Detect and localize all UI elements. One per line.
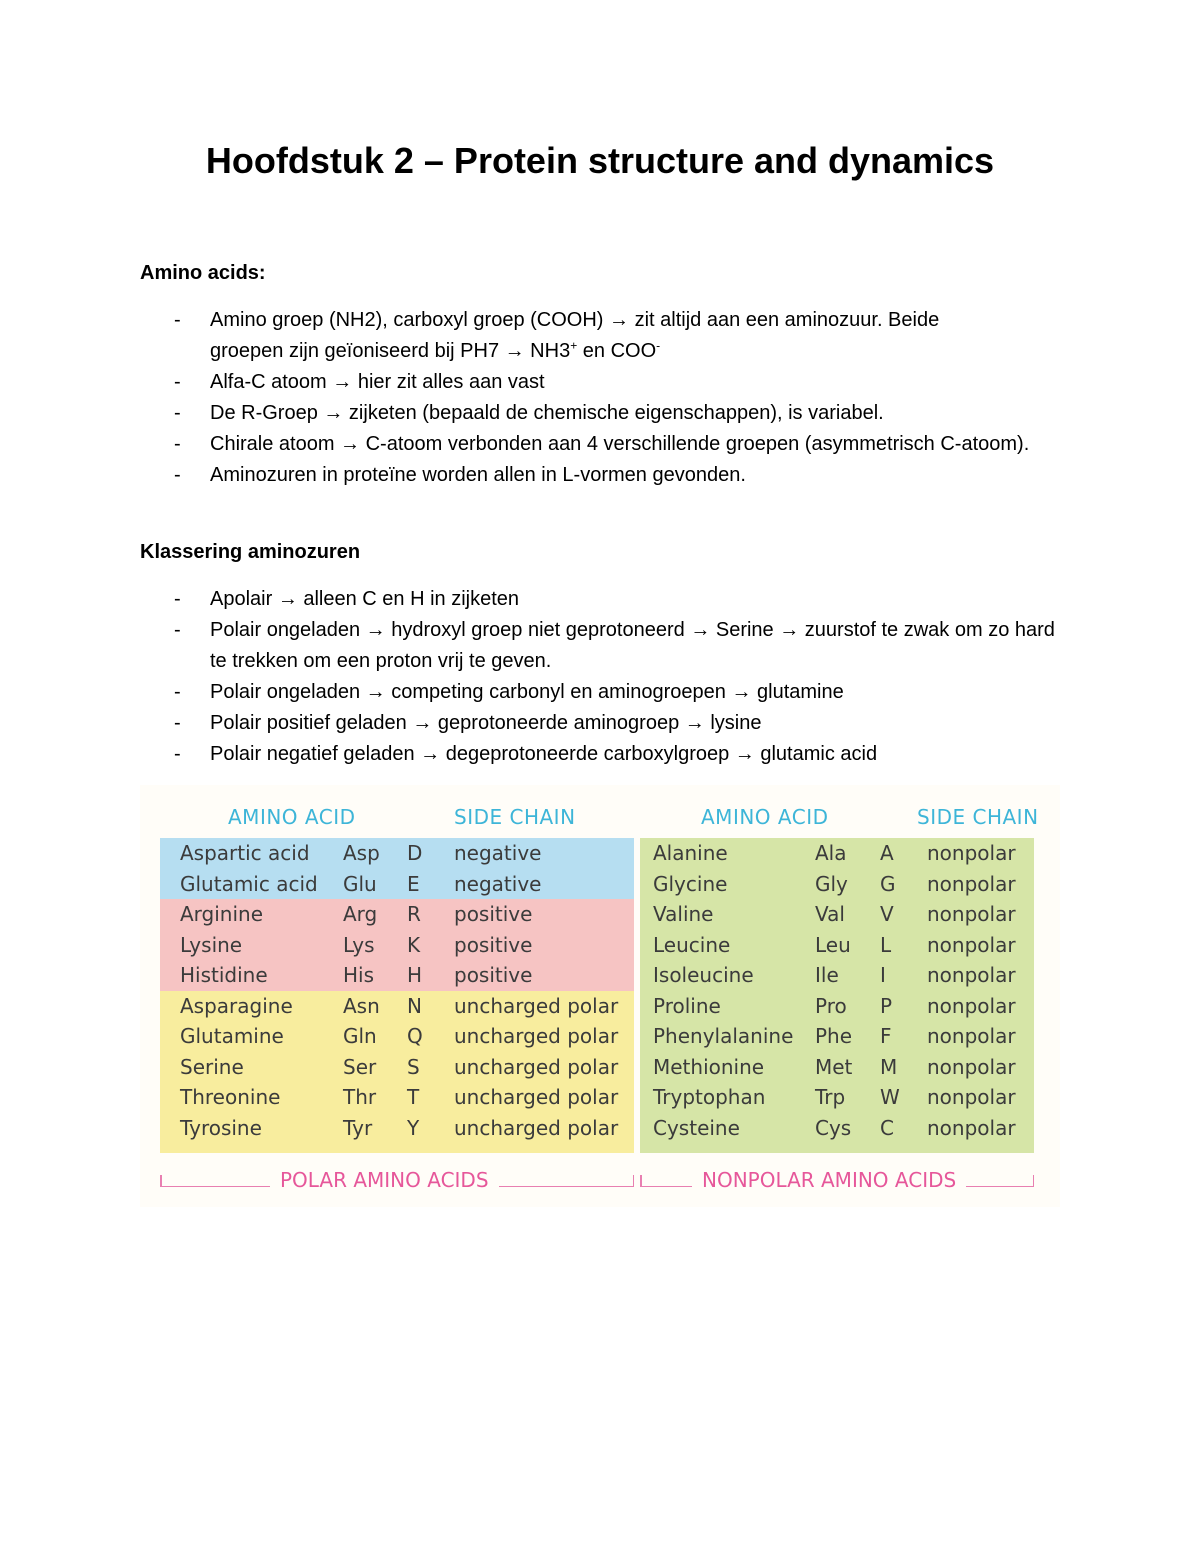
cell-abbr: Phe [815, 1024, 853, 1048]
table-row [160, 960, 634, 991]
amino-acid-table-figure [140, 785, 1060, 1207]
list-item: groepen zijn geïoniseerd bij PH7 → NH3+ en COO- [210, 338, 661, 362]
cell-chain: positive [454, 902, 533, 926]
table-row [640, 899, 1034, 930]
cell-abbr: Asn [343, 993, 380, 1018]
polar-amino-acids-label: POLAR AMINO ACIDS [270, 1168, 499, 1192]
table-row [640, 869, 1034, 900]
cell-chain: nonpolar [927, 1054, 1016, 1079]
section-heading-klassering: Klassering aminozuren [140, 541, 361, 563]
cell-chain: nonpolar [927, 932, 1016, 957]
polar-panel [160, 838, 634, 1153]
cell-letter: E [407, 871, 420, 896]
nonpolar-side-chain-header: SIDE CHAIN [917, 805, 1039, 829]
cell-letter: Y [407, 1115, 420, 1140]
cell-name: Phenylalanine [653, 1024, 794, 1048]
table-row [640, 1021, 1034, 1052]
cell-abbr: Cys [815, 1115, 852, 1140]
cell-name: Alanine [653, 841, 728, 865]
cell-name: Serine [180, 1054, 244, 1079]
cell-abbr: Met [815, 1054, 853, 1079]
table-row [160, 869, 634, 900]
nonpolar-amino-acid-header: AMINO ACID [701, 805, 829, 829]
table-row [160, 899, 634, 930]
list-item: - Apolair → alleen C en H in zijketen [174, 588, 520, 610]
cell-name: Aspartic acid [180, 841, 310, 865]
cell-chain: nonpolar [927, 841, 1016, 865]
cell-letter: I [880, 963, 886, 987]
list-item: - Alfa-C atoom → hier zit alles aan vast [174, 371, 545, 393]
cell-abbr: Gln [343, 1024, 377, 1048]
cell-letter: T [407, 1085, 420, 1109]
cell-chain: uncharged polar [454, 1115, 619, 1140]
polar-side-chain-header: SIDE CHAIN [454, 805, 576, 829]
cell-chain: nonpolar [927, 1024, 1016, 1048]
cell-letter: V [880, 902, 894, 926]
table-row [160, 1052, 634, 1083]
cell-chain: nonpolar [927, 1115, 1016, 1140]
table-row [640, 991, 1034, 1022]
cell-name: Glycine [653, 871, 728, 896]
list-item: - Amino groep (NH2), carboxyl groep (COOH) → zit altijd aan een aminozuur. Beide [140, 305, 1060, 336]
polar-amino-acid-header: AMINO ACID [228, 805, 356, 829]
cell-abbr: Gly [815, 871, 848, 896]
cell-chain: positive [454, 963, 533, 987]
cell-abbr: Pro [815, 993, 847, 1018]
table-row [640, 1052, 1034, 1083]
list-item: - Chirale atoom → C-atoom verbonden aan 4 verschillende groepen (asymmetrisch C-atoom). [174, 433, 1030, 455]
page-title: Hoofdstuk 2 – Protein structure and dynamics [205, 140, 995, 181]
cell-name: Threonine [180, 1085, 281, 1109]
cell-name: Arginine [180, 902, 264, 926]
cell-chain: nonpolar [927, 1085, 1016, 1109]
cell-chain: nonpolar [927, 963, 1016, 987]
cell-abbr: Arg [343, 902, 378, 926]
cell-letter: L [880, 932, 892, 957]
cell-letter: G [880, 871, 896, 896]
cell-chain: uncharged polar [454, 1024, 619, 1048]
cell-abbr: Ser [343, 1054, 377, 1079]
list-item: - Polair ongeladen → competing carbonyl en aminogroepen → glutamine [174, 681, 844, 703]
cell-name: Glutamine [180, 1024, 284, 1048]
cell-letter: P [880, 993, 893, 1018]
cell-letter: S [407, 1054, 420, 1079]
cell-name: Isoleucine [653, 963, 754, 987]
cell-abbr: Thr [343, 1085, 377, 1109]
cell-letter: D [407, 841, 423, 865]
nonpolar-bracket [640, 1168, 1034, 1192]
table-row [640, 960, 1034, 991]
cell-name: Histidine [180, 963, 268, 987]
bullet-marker: - [174, 309, 181, 331]
cell-name: Cysteine [653, 1115, 740, 1140]
table-row [160, 838, 634, 869]
section-heading-amino-acids: Amino acids: [140, 262, 266, 284]
cell-chain: uncharged polar [454, 1085, 619, 1109]
cell-chain: negative [454, 871, 542, 896]
polar-bracket [160, 1168, 634, 1192]
cell-letter: Q [407, 1024, 423, 1048]
table-row [160, 1113, 634, 1144]
list-item: - Polair ongeladen → hydroxyl groep niet geprotoneerd → Serine → zuurstof te zwak om zo hard te trekken om een proton vrij te geven. [174, 619, 1055, 672]
cell-abbr: Ile [815, 963, 839, 987]
cell-chain: nonpolar [927, 993, 1016, 1018]
list-item: - Aminozuren in proteïne worden allen in L-vormen gevonden. [174, 464, 746, 486]
table-row [640, 1082, 1034, 1113]
cell-abbr: Asp [343, 841, 380, 865]
cell-letter: F [880, 1024, 892, 1048]
list-item: - Polair positief geladen → geprotoneerde aminogroep → lysine [174, 712, 762, 734]
cell-letter: K [407, 932, 421, 957]
cell-letter: N [407, 993, 422, 1018]
amino-acids-list [140, 305, 1060, 491]
cell-letter: M [880, 1054, 898, 1079]
cell-name: Tryptophan [653, 1085, 766, 1109]
cell-name: Asparagine [180, 993, 293, 1018]
cell-letter: R [407, 902, 421, 926]
cell-name: Tyrosine [180, 1115, 262, 1140]
cell-chain: nonpolar [927, 902, 1016, 926]
table-row [160, 991, 634, 1022]
nonpolar-panel [640, 838, 1034, 1153]
cell-abbr: His [343, 963, 375, 987]
table-row [160, 930, 634, 961]
cell-name: Methionine [653, 1054, 765, 1079]
cell-abbr: Tyr [343, 1115, 373, 1140]
list-item: - Polair negatief geladen → degeprotoneerde carboxylgroep → glutamic acid [174, 743, 878, 765]
cell-abbr: Leu [815, 932, 851, 957]
cell-abbr: Ala [815, 841, 847, 865]
cell-chain: nonpolar [927, 871, 1016, 896]
table-row [640, 1113, 1034, 1144]
cell-name: Proline [653, 993, 721, 1018]
cell-abbr: Val [815, 902, 845, 926]
cell-chain: negative [454, 841, 542, 865]
cell-name: Lysine [180, 932, 243, 957]
cell-chain: uncharged polar [454, 993, 619, 1018]
cell-chain: positive [454, 932, 533, 957]
cell-name: Valine [653, 902, 714, 926]
klassering-list [140, 584, 1060, 770]
cell-name: Glutamic acid [180, 871, 318, 896]
cell-abbr: Lys [343, 932, 375, 957]
cell-letter: C [880, 1115, 894, 1140]
cell-name: Leucine [653, 932, 731, 957]
table-row [160, 1021, 634, 1052]
table-row [640, 838, 1034, 869]
table-row [640, 930, 1034, 961]
cell-abbr: Trp [815, 1085, 846, 1109]
cell-letter: A [880, 841, 894, 865]
table-row [160, 1082, 634, 1113]
nonpolar-amino-acids-label: NONPOLAR AMINO ACIDS [692, 1168, 966, 1192]
cell-abbr: Glu [343, 871, 377, 896]
cell-letter: H [407, 963, 423, 987]
cell-chain: uncharged polar [454, 1054, 619, 1079]
list-item: - De R-Groep → zijketen (bepaald de chemische eigenschappen), is variabel. [174, 402, 884, 424]
cell-letter: W [880, 1085, 900, 1109]
